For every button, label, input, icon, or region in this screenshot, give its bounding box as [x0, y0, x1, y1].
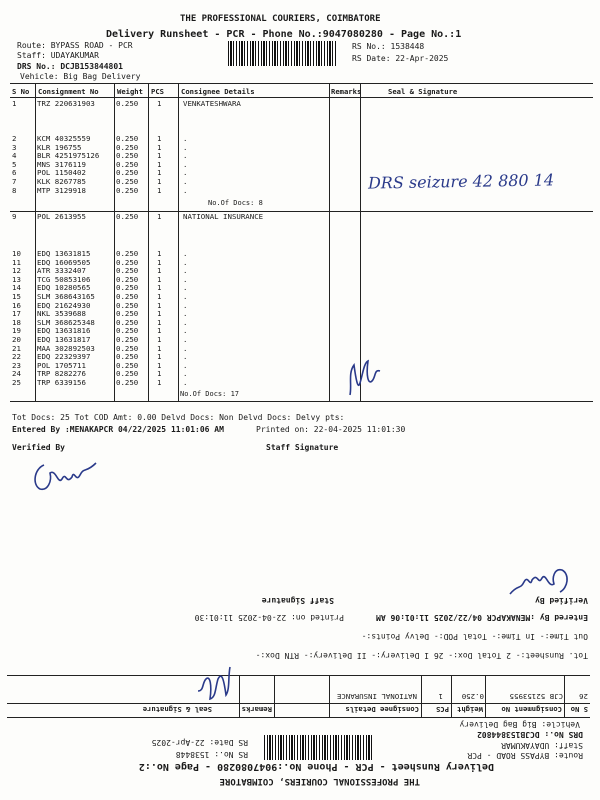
entered-by: Entered By :MENAKAPCR 04/22/2025 11:01:06 AM	[376, 613, 588, 622]
drs-number: DRS No.: DCJB153844801	[17, 62, 123, 71]
staff: Staff: UDAYAKUMAR	[17, 51, 99, 60]
route: Route: BYPASS ROAD - PCR	[467, 751, 583, 760]
company-name: THE PROFESSIONAL COURIERS, COIMBATORE	[180, 14, 381, 24]
group-doc-count: No.Of Docs: 17	[180, 390, 240, 398]
col-header-pcs: PCS	[151, 87, 164, 96]
col-header-sno: S No	[570, 705, 588, 714]
col-header-consignee: Consignee Details	[345, 705, 419, 714]
group-doc-count: No.Of Docs: 8	[208, 199, 263, 207]
signature-scribble	[338, 355, 388, 400]
col-header-consignee: Consignee Details	[181, 87, 255, 96]
runsheet-title: Delivery Runsheet - PCR - Phone No.:9047080280 - Page No.:1	[106, 29, 462, 40]
col-header-consignment: Consignment No	[501, 705, 562, 714]
verified-signature	[502, 562, 572, 600]
col-header-weight: Weight	[117, 87, 143, 96]
vehicle: Vehicle: Big Bag Delivery	[459, 720, 580, 729]
col-header-remarks: Remarks	[331, 87, 362, 96]
drs-number: DRS No.: DCJB153844802	[477, 730, 583, 739]
rs-number: RS No.: 1538448	[175, 750, 248, 759]
verified-by-label: Verified By	[12, 443, 65, 452]
rs-number: RS No.: 1538448	[352, 42, 425, 51]
col-header-weight: Weight	[457, 705, 483, 714]
printed-on: Printed on: 22-04-2025 11:01:30	[194, 613, 344, 622]
barcode	[262, 735, 372, 760]
col-header-seal: Seal & Signature	[388, 87, 458, 96]
route: Route: BYPASS ROAD - PCR	[17, 41, 133, 50]
staff-signature-label: Staff Signature	[266, 443, 339, 452]
handwritten-remark: DRS seizure 42 880 14	[367, 170, 555, 193]
rs-date: RS Date: 22-Apr-2025	[352, 54, 449, 63]
page-two-inverted: THE PROFESSIONAL COURIERS, COIMBATORE Delivery Runsheet - PCR - Phone No.:9047080280 - Page No.:2 Route: BYPASS ROAD - PCR Staff: UDAYAKUMAR DRS No.: DCJB153844802 Vehicle: Big Bag Delivery RS No.: 1538448 RS Date: 22-Apr-2025 S No Consignment No Weight PCS Consignee Details Remarks Seal & Signature 26 CJB 52153955 0.250 1 NATIONAL INSURANCE Tot. Runsheet:- 2 Total Dox:- 26 I Delivery:- II Delivery:- RTN Dox:- Out Time:- In Time:- Total POD:- Delvy Points:- Entered By :MENAKAPCR 04/22/2025 11:01:06 AM Printed on: 22-04-2025 11:01:30 Verified By Staff Signature	[0, 560, 600, 800]
rs-date: RS Date: 22-Apr-2025	[151, 738, 248, 747]
signature-scribble	[190, 660, 240, 705]
verified-signature	[30, 455, 110, 500]
printed-on: Printed on: 22-04-2025 11:01:30	[256, 425, 406, 434]
col-header-sno: S No	[12, 87, 30, 96]
company-name: THE PROFESSIONAL COURIERS, COIMBATORE	[219, 776, 420, 786]
time-line: Out Time:- In Time:- Total POD:- Delvy Points:-	[361, 632, 588, 641]
col-header-remarks: Remarks	[241, 705, 272, 714]
verified-by-label: Verified By	[535, 596, 588, 605]
staff-signature-label: Staff Signature	[261, 596, 334, 605]
entered-by: Entered By :MENAKAPCR 04/22/2025 11:01:06 AM	[12, 425, 224, 434]
barcode	[228, 41, 338, 66]
col-header-seal: Seal & Signature	[142, 705, 212, 714]
runsheet-title: Delivery Runsheet - PCR - Phone No.:9047080280 - Page No.:2	[138, 761, 494, 772]
totals-line: Tot Docs: 25 Tot COD Amt: 0.00 Delvd Docs: Non Delvd Docs: Delvy pts:	[12, 413, 345, 422]
col-header-consignment: Consignment No	[38, 87, 99, 96]
totals-line: Tot. Runsheet:- 2 Total Dox:- 26 I Delivery:- II Delivery:- RTN Dox:-	[255, 651, 588, 660]
staff: Staff: UDAYAKUMAR	[501, 741, 583, 750]
col-header-pcs: PCS	[436, 705, 449, 714]
vehicle: Vehicle: Big Bag Delivery	[20, 72, 141, 81]
